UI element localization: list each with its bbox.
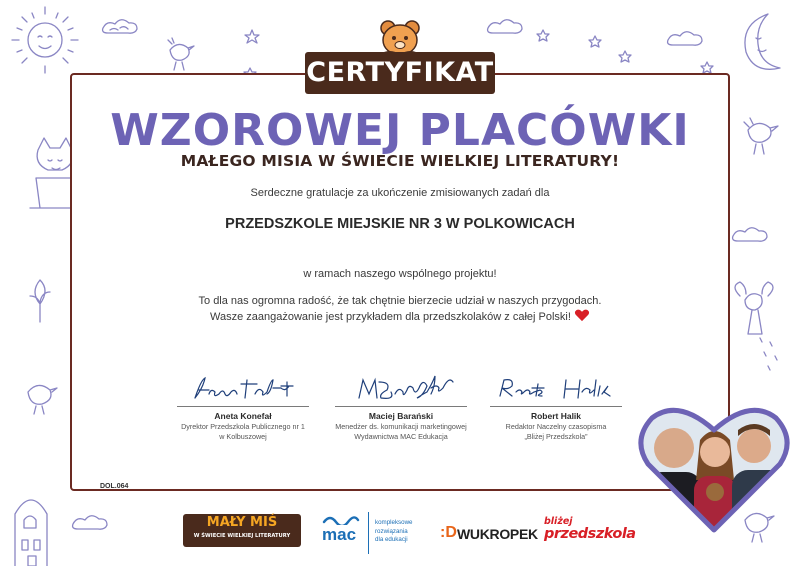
signature-block (163, 372, 323, 441)
maly-mis-logo (183, 514, 301, 547)
intro-text: Serdeczne gratulacje za ukończenie zmisiowanych zadań dla (250, 187, 550, 199)
dwukropek-logo-mark: :D (440, 524, 457, 541)
maly-mis-logo-title: MAŁY MIŚ (206, 515, 278, 530)
certificate-title: WZOROWEJ PLACÓWKI (110, 105, 690, 156)
maly-mis-logo-subtitle: W ŚWIECIE WIELKIEJ LITERATURY (193, 533, 291, 539)
logo-divider (368, 512, 369, 554)
signer-name: Maciej Barański (368, 411, 434, 421)
signer-role-2: Wydawnictwa MAC Edukacja (354, 431, 448, 441)
blizej-logo-bottom: przedszkola (544, 526, 636, 542)
signature-line (335, 406, 467, 407)
mac-tagline-line: kompleksowe (375, 519, 413, 526)
project-text: w ramach naszego wspólnego projektu! (303, 268, 497, 280)
example-text-content: Wasze zaangażowanie jest przykładem dla przedszkolaków z całej Polski! (210, 311, 571, 323)
signer-role-2: „Bliżej Przedszkola” (524, 431, 588, 441)
heart-icon (574, 309, 590, 322)
certificate-subtitle: MAŁEGO MISIA W ŚWIECIE WIELKIEJ LITERATURY! (180, 152, 620, 170)
handwritten-signature (321, 372, 481, 406)
handwritten-signature (163, 372, 323, 406)
signer-name: Aneta Konefał (214, 411, 272, 421)
signer-role: Dyrektor Przedszkola Publicznego nr 1 (181, 422, 305, 431)
blizej-przedszkola-logo (544, 515, 634, 541)
sun-doodle (12, 7, 78, 73)
signature-block (476, 372, 636, 441)
signature-line (177, 406, 309, 407)
handwritten-signature (476, 372, 636, 406)
mac-tagline-line: rozwiązania (375, 527, 408, 535)
signer-role: Menedżer ds. komunikacji marketingowej (335, 422, 467, 431)
banner-title: CERTYFIKAT (306, 57, 494, 88)
mac-logo-text: mac (322, 525, 357, 544)
dwukropek-logo-text: WUKROPEK (457, 526, 538, 542)
certificate-banner (305, 52, 495, 94)
mac-wave-icon (322, 513, 360, 525)
signature-block (321, 372, 481, 441)
recipient-name: PRZEDSZKOLE MIEJSKIE NR 3 W POLKOWICACH (225, 216, 575, 232)
signer-role: Redaktor Naczelny czasopisma (505, 422, 607, 431)
thanks-text: To dla nas ogromna radość, że tak chętnie bierzecie udział w naszych przygodach. (198, 295, 602, 307)
heart-photo (638, 402, 790, 536)
mac-tagline (375, 519, 445, 545)
signer-role-2: w Kolbuszowej (219, 431, 267, 441)
mac-tagline-line: dla edukacji (375, 536, 408, 543)
signer-name: Robert Halik (530, 411, 582, 421)
example-text (70, 309, 730, 325)
signature-line (490, 406, 622, 407)
document-code: DOL.064 (100, 483, 129, 490)
blizej-logo-top: bliżej (544, 516, 573, 527)
